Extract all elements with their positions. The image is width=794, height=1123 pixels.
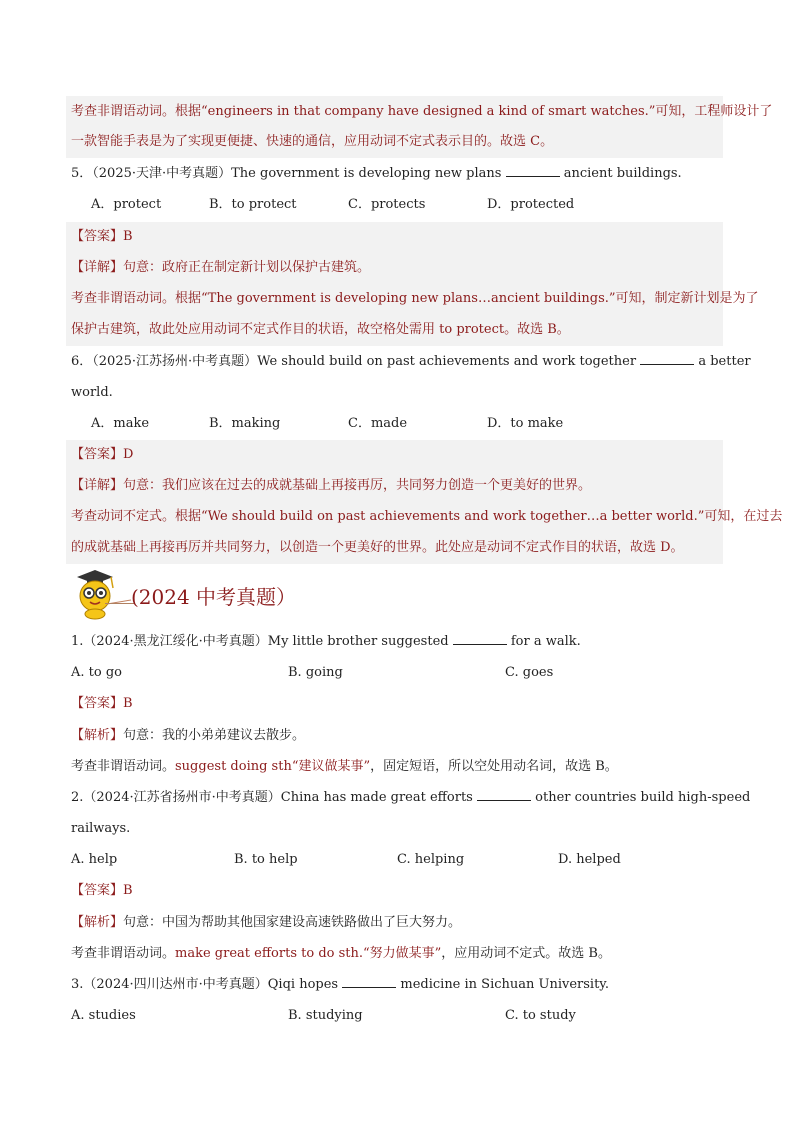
analysis-text: ，应用动词不定式。故选 B。 bbox=[441, 946, 611, 961]
detail-line bbox=[71, 726, 305, 746]
answer-line bbox=[71, 445, 133, 465]
detail-line bbox=[71, 913, 461, 933]
question-stem: medicine in Sichuan University. bbox=[400, 977, 610, 992]
question-stem: The government is developing new plans bbox=[231, 166, 502, 181]
answer-tag: 【答案】 bbox=[71, 229, 124, 244]
question-stem-cont: world. bbox=[71, 385, 113, 400]
question-source: （2024·江苏省扬州市·中考真题） bbox=[83, 790, 281, 805]
question-number: 5． bbox=[71, 166, 93, 181]
answer-tag: 【答案】 bbox=[71, 696, 124, 711]
analysis-line: 考查非谓语动词。根据“The government is developing new plans…ancient buildings.”可知，制定新计划是为了 bbox=[71, 291, 759, 306]
analysis-line bbox=[71, 757, 618, 777]
option-b: B．to protect bbox=[209, 197, 297, 212]
question-stem: Qiqi hopes bbox=[267, 977, 339, 992]
option-d: D．protected bbox=[487, 197, 575, 212]
answer-blank bbox=[342, 975, 396, 988]
option-b: B. studying bbox=[288, 1008, 363, 1023]
question-number: 3. bbox=[71, 977, 84, 992]
detail-text: 句意：中国为帮助其他国家建设高速铁路做出了巨大努力。 bbox=[123, 915, 462, 930]
analysis-line bbox=[71, 944, 611, 964]
detail-tag: 【详解】 bbox=[71, 260, 124, 275]
question-stem: My little brother suggested bbox=[267, 634, 449, 649]
answer-line bbox=[71, 227, 133, 247]
answer-line bbox=[71, 694, 133, 714]
question-stem: China has made great efforts bbox=[280, 790, 473, 805]
question-source: （2024·黑龙江绥化·中考真题） bbox=[83, 634, 268, 649]
analysis-text: 考查非谓语动词。 bbox=[71, 759, 176, 774]
answer-blank bbox=[640, 352, 694, 365]
answer-blank bbox=[506, 164, 560, 177]
question-number: 1. bbox=[71, 634, 84, 649]
detail-tag: 【解析】 bbox=[71, 728, 124, 743]
mascot-icon bbox=[73, 568, 133, 620]
answer-line bbox=[71, 881, 133, 901]
analysis-text: 考查非谓语动词。 bbox=[71, 946, 176, 961]
option-c: C. to study bbox=[505, 1008, 576, 1023]
section-title: (2024 中考真题） bbox=[131, 585, 297, 609]
answer-tag: 【答案】 bbox=[71, 447, 124, 462]
answer-value: B bbox=[123, 883, 133, 898]
question-stem: a better bbox=[698, 354, 751, 369]
analysis-line: 考查非谓语动词。根据“engineers in that company have designed a kind of smart watches.”可知，工程师设计了 bbox=[71, 104, 773, 119]
analysis-phrase: suggest doing sth“建议做某事” bbox=[175, 759, 371, 774]
detail-text: 句意：我的小弟弟建议去散步。 bbox=[123, 728, 306, 743]
option-b: B. going bbox=[288, 665, 343, 680]
answer-blank bbox=[477, 788, 531, 801]
analysis-line: 的成就基础上再接再厉并共同努力，以创造一个更美好的世界。此处应是动词不定式作目的状语，故选 D。 bbox=[71, 540, 684, 555]
question-3 bbox=[71, 975, 609, 995]
answer-value: B bbox=[123, 229, 133, 244]
option-a: A．make bbox=[91, 416, 150, 431]
question-number: 6． bbox=[71, 354, 93, 369]
question-number: 2. bbox=[71, 790, 84, 805]
detail-line bbox=[71, 476, 591, 496]
question-source: （2025·江苏扬州·中考真题） bbox=[92, 354, 258, 369]
question-stem: for a walk. bbox=[510, 634, 581, 649]
detail-text: 句意：政府正在制定新计划以保护古建筑。 bbox=[123, 260, 371, 275]
question-1 bbox=[71, 632, 581, 652]
option-a: A. to go bbox=[71, 665, 122, 680]
answer-value: B bbox=[123, 696, 133, 711]
analysis-line: 一款智能手表是为了实现更便捷、快速的通信，应用动词不定式表示目的。故选 C。 bbox=[71, 134, 554, 149]
detail-tag: 【详解】 bbox=[71, 478, 124, 493]
option-b: B. to help bbox=[234, 852, 298, 867]
option-d: D．to make bbox=[487, 416, 564, 431]
answer-tag: 【答案】 bbox=[71, 883, 124, 898]
detail-line bbox=[71, 258, 370, 278]
question-6 bbox=[71, 352, 751, 372]
answer-value: D bbox=[123, 447, 134, 462]
question-2 bbox=[71, 788, 750, 808]
option-c: C．protects bbox=[348, 197, 426, 212]
question-source: （2025·天津·中考真题） bbox=[92, 166, 232, 181]
detail-tag: 【解析】 bbox=[71, 915, 124, 930]
answer-blank bbox=[453, 632, 507, 645]
question-stem-cont: railways. bbox=[71, 821, 131, 836]
option-c: C. helping bbox=[397, 852, 465, 867]
option-c: C．made bbox=[348, 416, 408, 431]
question-5 bbox=[71, 164, 682, 184]
analysis-phrase: make great efforts to do sth.“努力做某事” bbox=[175, 946, 442, 961]
question-stem: ancient buildings. bbox=[563, 166, 682, 181]
detail-text: 句意：我们应该在过去的成就基础上再接再厉，共同努力创造一个更美好的世界。 bbox=[123, 478, 592, 493]
option-a: A．protect bbox=[91, 197, 162, 212]
analysis-line: 考查动词不定式。根据“We should build on past achievements and work together…a better world.”可知，在过去 bbox=[71, 509, 783, 524]
option-c: C. goes bbox=[505, 665, 554, 680]
question-stem: other countries build high-speed bbox=[535, 790, 751, 805]
option-a: A. studies bbox=[71, 1008, 136, 1023]
option-a: A. help bbox=[71, 852, 118, 867]
analysis-line: 保护古建筑，故此处应用动词不定式作目的状语，故空格处需用 to protect。故选 B。 bbox=[71, 322, 570, 337]
analysis-text: ，固定短语，所以空处用动名词，故选 B。 bbox=[370, 759, 618, 774]
option-b: B．making bbox=[209, 416, 281, 431]
question-source: （2024·四川达州市·中考真题） bbox=[83, 977, 268, 992]
option-d: D. helped bbox=[558, 852, 621, 867]
question-stem: We should build on past achievements and work together bbox=[257, 354, 637, 369]
